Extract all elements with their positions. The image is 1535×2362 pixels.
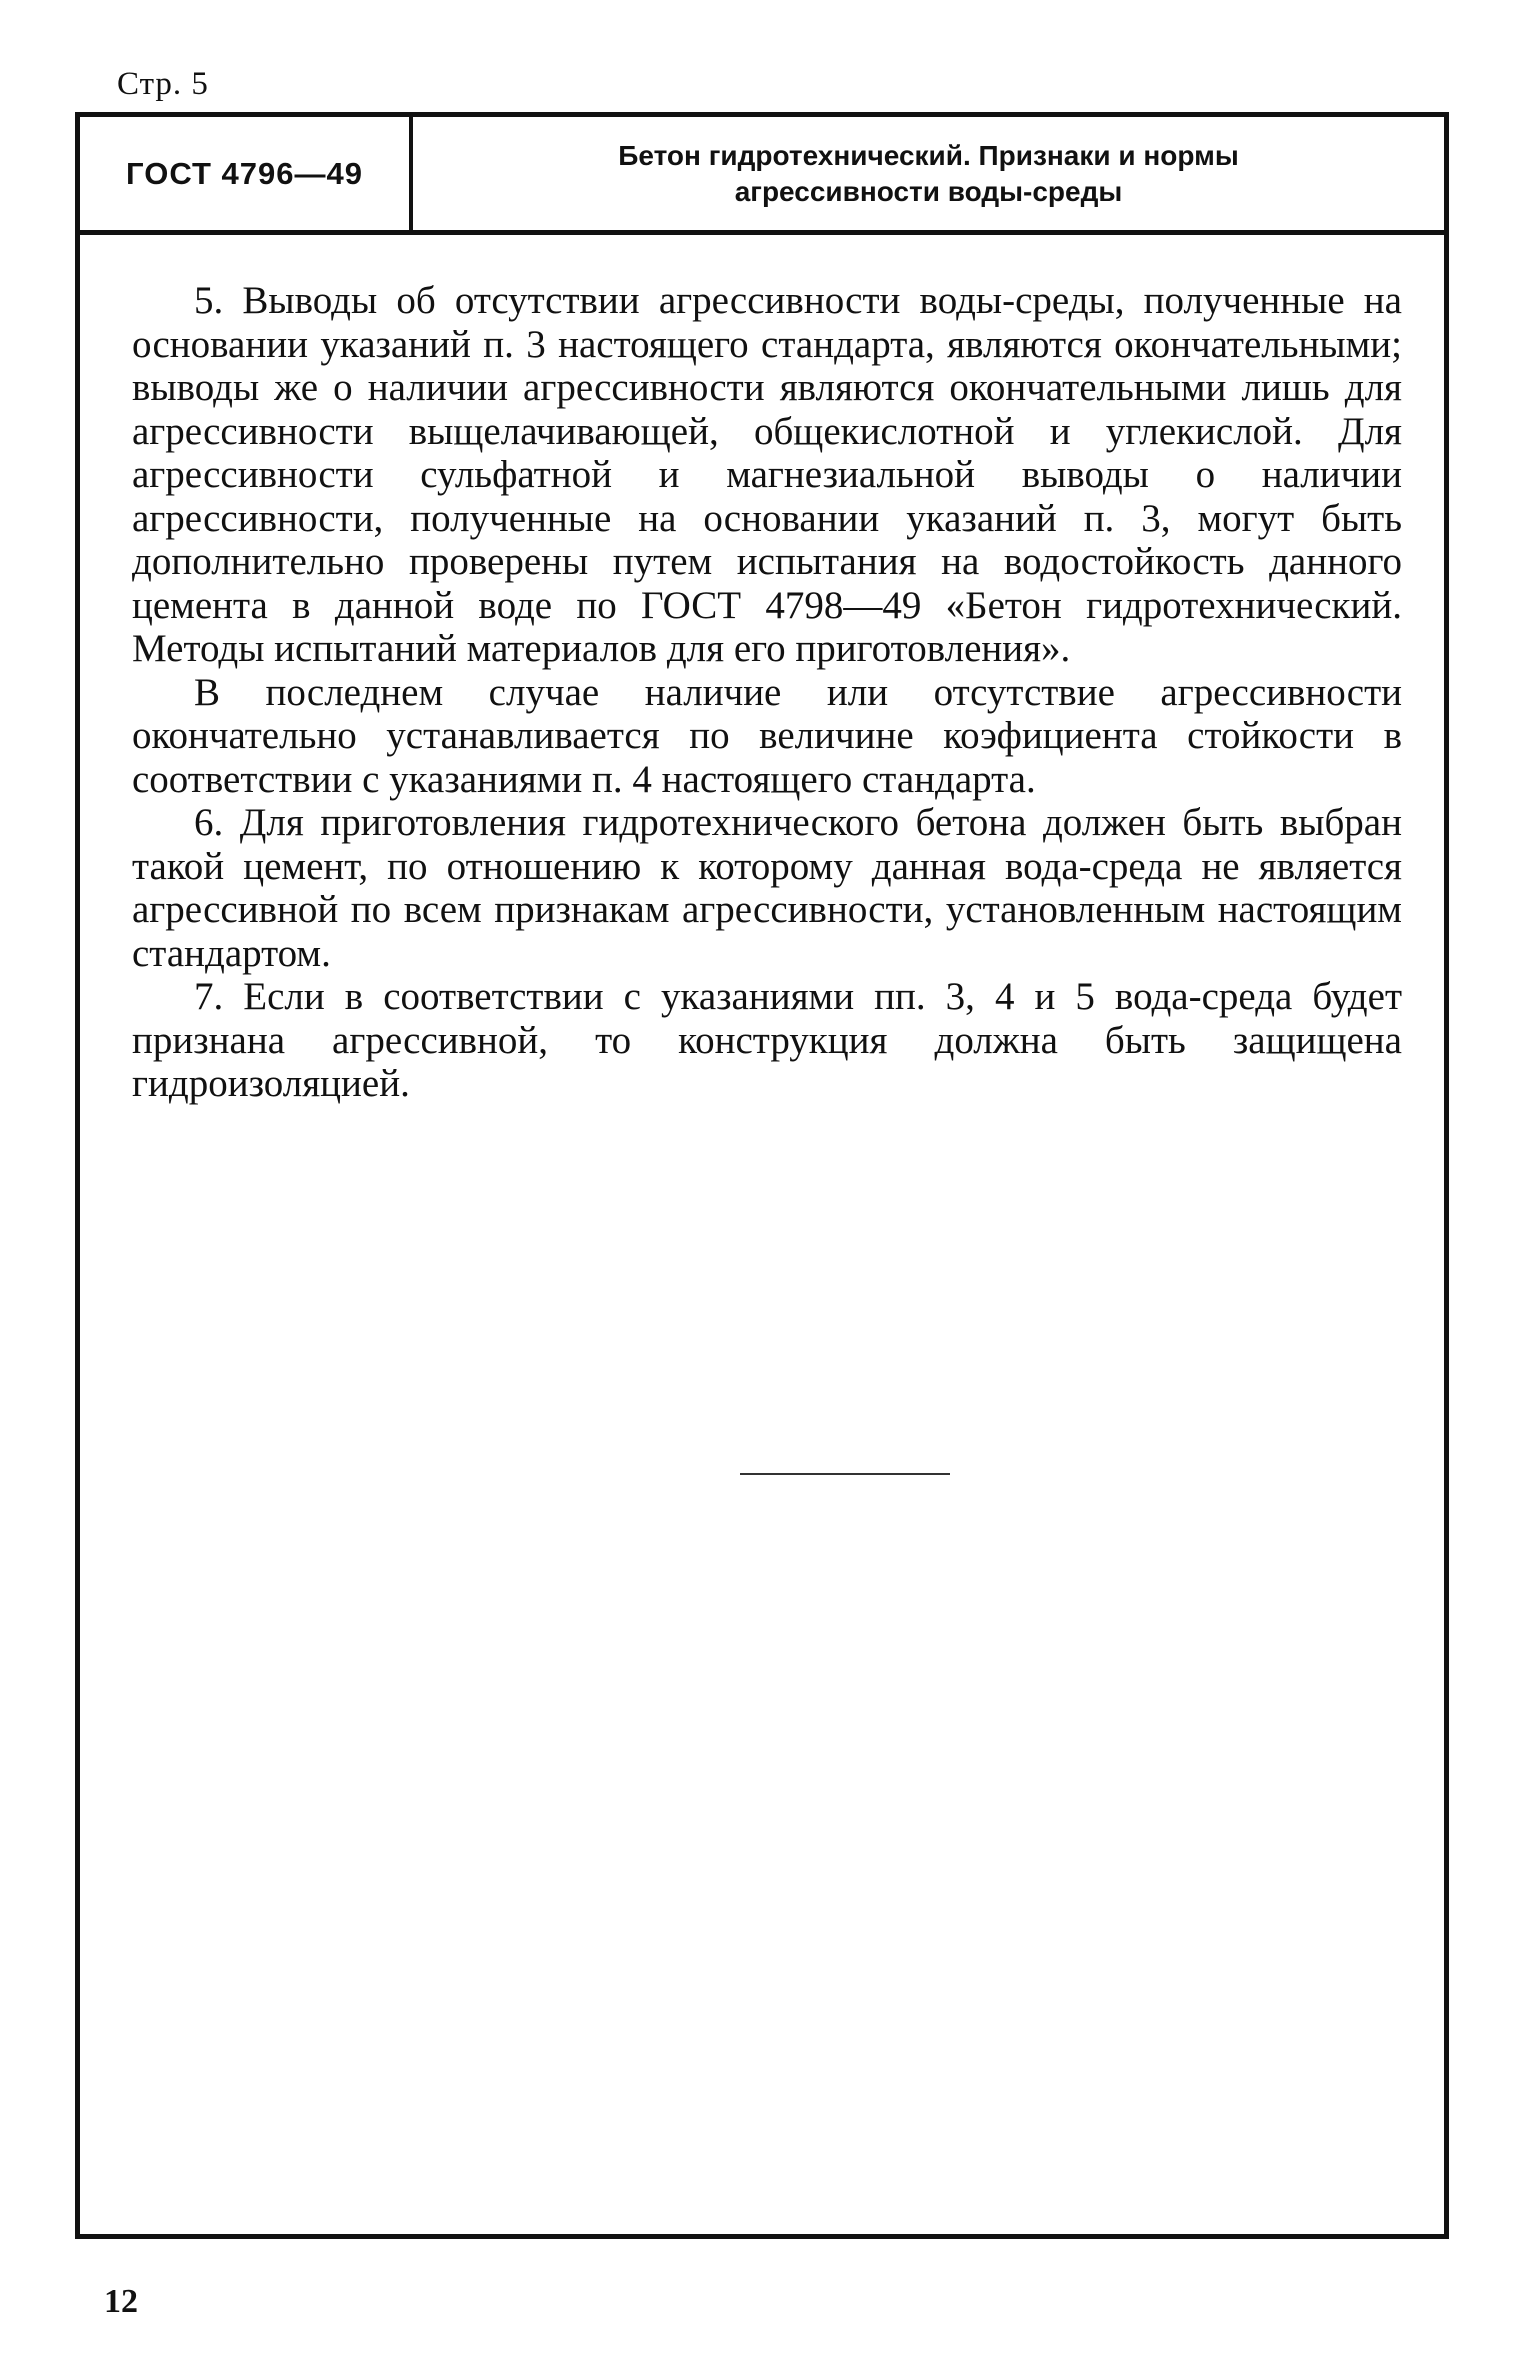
document-body <box>132 279 1402 1106</box>
paragraph-5-continued: В последнем случае наличие или отсутствие агрессивности окончательно устанавливается по величине коэфициента стойкости в соответствии с указаниями п. 4 настоящего стандарта. <box>132 670 1402 801</box>
page-number: 12 <box>104 2283 138 2320</box>
standard-code: ГОСТ 4796—49 <box>80 117 413 230</box>
page-label: Стр. 5 <box>117 66 209 102</box>
paragraph-6: 6. Для приготовления гидротехнического бетона должен быть выбран такой цемент, по отношению к которому данная вода-среда не является агрессивной по всем признакам агрессивности, установленным настоящим стандартом. <box>132 801 1402 975</box>
document-title-line1: Бетон гидротехнический. Признаки и нормы <box>618 139 1239 171</box>
document-header <box>80 117 1444 235</box>
document-title-line2: агрессивности воды-среды <box>734 175 1123 207</box>
paragraph-5: 5. Выводы об отсутствии агрессивности воды-среды, полученные на основании указаний п. 3 настоящего стандарта, являются окончательными; выводы же о наличии агрессивности являются окончательными лишь для агрессивности выщелачивающей, общекислотной и углекислой. Для агрессивности сульфатной и магнезиальной выводы о наличии агрессивности, полученные на основании указаний п. 3, могут быть дополнительно проверены путем испытания на водостойкость данного цемента в данной воде по ГОСТ 4798—49 «Бетон гидротехнический. Методы испытаний материалов для его приготовления». <box>132 279 1402 670</box>
paragraph-7: 7. Если в соответствии с указаниями пп. 3, 4 и 5 вода-среда будет признана агрессивной, то конструкция должна быть защищена гидроизоляцией. <box>132 975 1402 1105</box>
end-separator <box>740 1473 950 1475</box>
page-frame <box>75 112 1449 2239</box>
document-title <box>413 117 1444 230</box>
